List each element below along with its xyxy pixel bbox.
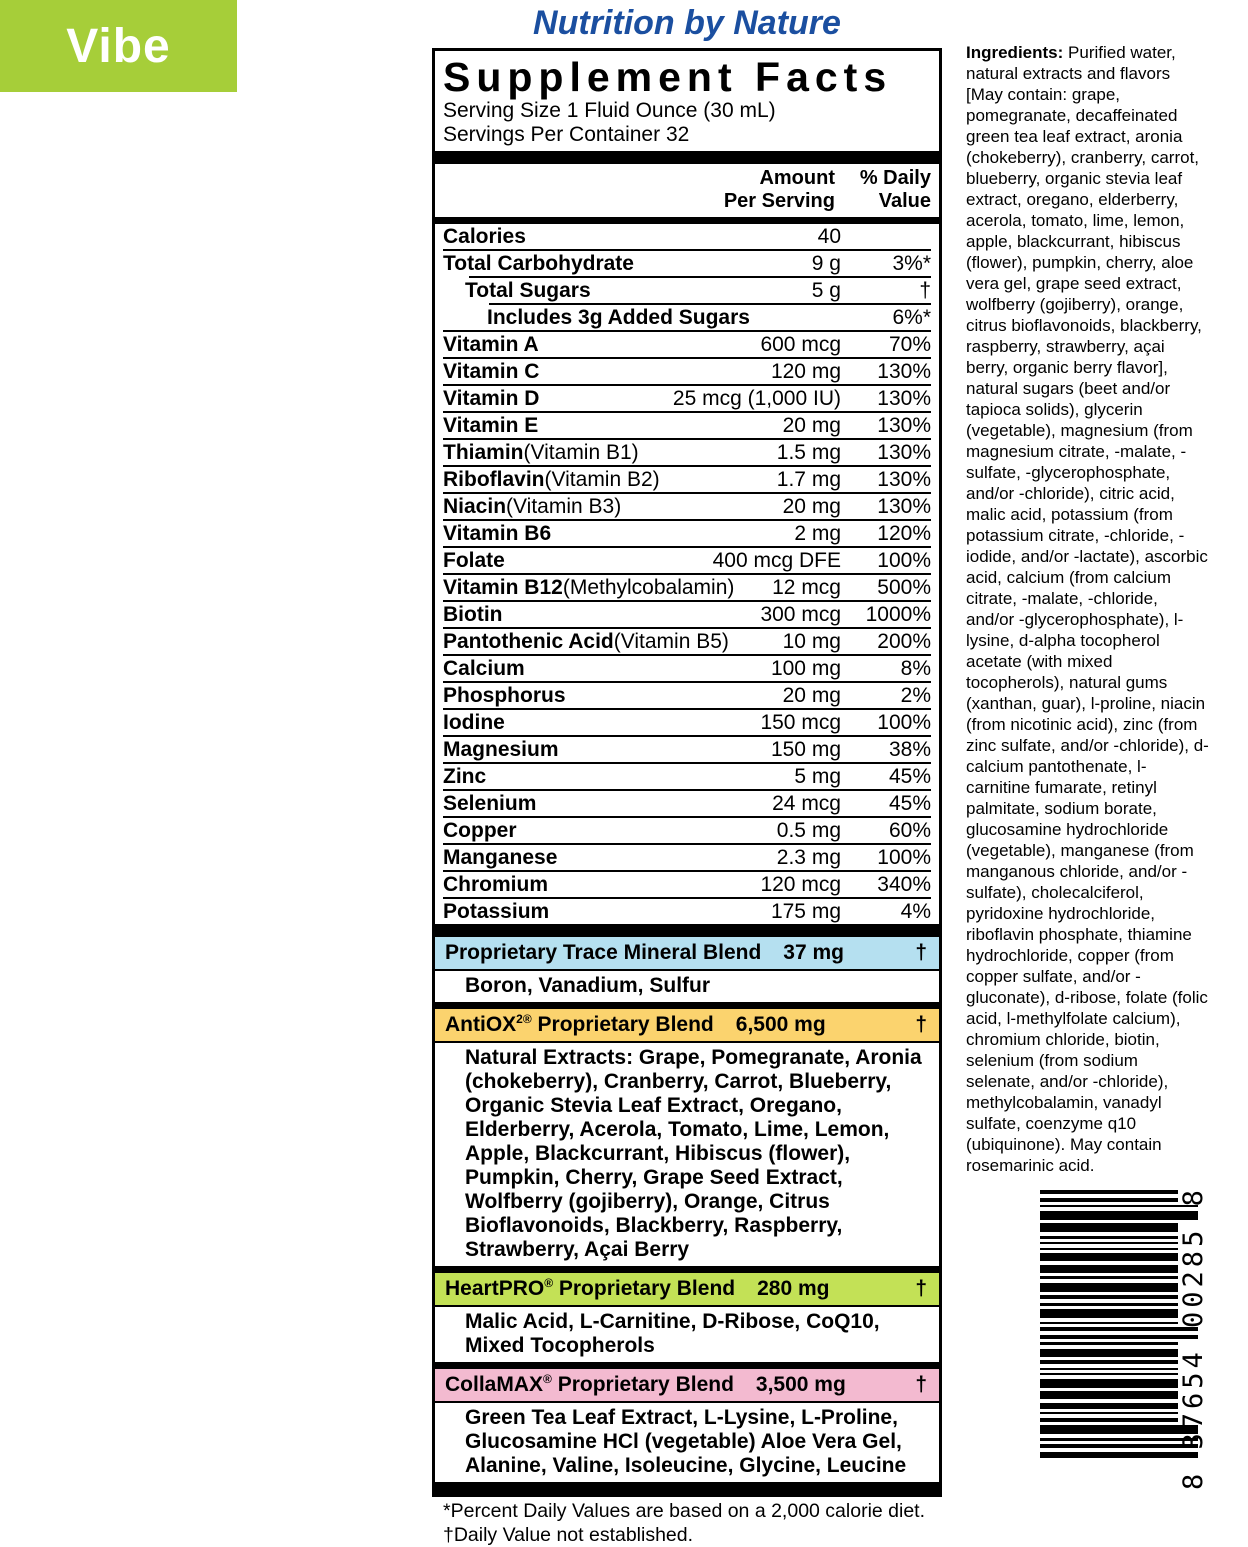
nutrient-name: Total Carbohydrate xyxy=(443,252,634,275)
nutrient-row xyxy=(443,656,931,681)
nutrient-row xyxy=(443,737,931,762)
barcode-bar xyxy=(1040,1236,1178,1239)
blend-title-superscript: 2 xyxy=(516,1012,523,1026)
nutrient-amount: 20 mg xyxy=(782,684,841,707)
nutrient-row xyxy=(443,899,931,924)
ingredients-body: Purified water, natural extracts and flavors [May contain: grape, pomegranate, decaffeinated green tea leaf extract, aronia (chokeberry), cranberry, carrot, blueberry, organic stevia leaf extract, oregano, elderberry, acerola, tomato, lime, lemon, apple, blackcurrant, hibiscus (flower), pumpkin, cherry, aloe vera gel, grape seed extract, wolfberry (gojiberry), orange, citrus bioflavonoids, blackberry, raspberry, strawberry, açai berry, organic berry flavor], natural sugars (beet and/or tapioca solids), glycerin (vegetable), magnesium (from magnesium citrate, -malate, -sulfate, -glycerophosphate, and/or -chloride), citric acid, malic acid, potassium (from potassium citrate, -chloride, -iodide, and/or -lactate), ascorbic acid, calcium (from calcium citrate, -malate, -chloride, and/or -glycerophosphate), l-lysine, d-alpha tocopherol acetate (with mixed tocopherols), natural gums (xanthan, guar), l-proline, niacin (from nicotinic acid), zinc (from zinc sulfate, and/or -chloride), d-calcium pantothenate, l-carnitine fumarate, retinyl palmitate, sodium borate, glucosamine hydrochloride (vegetable), manganese (from manganous chloride, and/or -sulfate), cholecalciferol, pyridoxine hydrochloride, riboflavin phosphate, thiamine hydrochloride, copper (from copper sulfate, and/or -gluconate), d-ribose, folate (folic acid, l-methylfolate calcium), chromium chloride, biotin, selenium (from sodium selenate, and/or -chloride), methylcobalamin, vanadyl sulfate, coenzyme q10 (ubiquinone). May contain rosemarinic acid. xyxy=(966,43,1209,1175)
blend-daily-value: † xyxy=(915,941,927,964)
column-header-dv-line1: % Daily xyxy=(859,167,931,189)
blend-description: Malic Acid, L-Carnitine, D-Ribose, CoQ10, Mixed Tocopherols xyxy=(465,1310,880,1357)
nutrient-row xyxy=(443,845,931,870)
nutrient-daily-value: 200% xyxy=(877,630,931,653)
nutrient-daily-value: 70% xyxy=(888,333,931,356)
barcode-number: 8 37654 00285 8 xyxy=(1178,1186,1209,1490)
nutrient-name: Phosphorus xyxy=(443,684,566,707)
blend-daily-value: † xyxy=(915,1373,927,1396)
nutrient-name: Pantothenic Acid xyxy=(443,630,614,653)
barcode-bar xyxy=(1040,1322,1178,1324)
nutrient-row xyxy=(443,278,931,303)
nutrient-name: Iodine xyxy=(443,711,505,734)
nutrient-amount: 40 xyxy=(817,225,841,248)
nutrient-name: Manganese xyxy=(443,846,558,869)
nutrient-amount: 175 mg xyxy=(770,900,841,923)
registered-mark: ® xyxy=(544,1276,554,1290)
nutrient-amount: 150 mg xyxy=(770,738,841,761)
barcode-bar xyxy=(1040,1391,1178,1399)
nutrient-name-suffix: (Methylcobalamin) xyxy=(562,576,735,599)
blend-title: AntiOX$^{2®}$ Proprietary Blend xyxy=(445,1012,714,1036)
blend-title: CollaMAX® Proprietary Blend xyxy=(445,1372,734,1396)
nutrient-name: Folate xyxy=(443,549,505,572)
barcode-bar xyxy=(1040,1438,1198,1441)
nutrient-row xyxy=(443,548,931,573)
nutrient-row xyxy=(443,710,931,735)
nutrient-amount: 24 mcg xyxy=(772,792,841,815)
nutrient-daily-value: 45% xyxy=(888,765,931,788)
nutrient-row xyxy=(443,764,931,789)
nutrient-amount: 20 mg xyxy=(782,495,841,518)
servings-per-container: Servings Per Container 32 xyxy=(443,123,690,146)
barcode-bar xyxy=(1040,1248,1178,1250)
nutrient-name: Vitamin B12 xyxy=(443,576,563,599)
barcode-bar xyxy=(1040,1452,1198,1458)
nutrient-amount: 12 mcg xyxy=(772,576,841,599)
nutrient-name-suffix: (Vitamin B5) xyxy=(613,630,729,653)
supplement-facts-panel xyxy=(432,48,942,1546)
nutrient-name-suffix: (Vitamin B1) xyxy=(523,441,639,464)
column-header-dv-line2: Value xyxy=(878,190,931,212)
column-headers xyxy=(443,164,931,217)
footnote-percent-dv: *Percent Daily Values are based on a 2,000 calorie diet. xyxy=(443,1500,926,1522)
blend-amount: 37 mg xyxy=(783,941,844,964)
nutrient-name: Includes 3g Added Sugars xyxy=(487,306,750,329)
blend-title: Proprietary Trace Mineral Blend xyxy=(445,941,762,964)
nutrient-amount: 5 g xyxy=(811,279,841,302)
nutrient-amount: 100 mg xyxy=(770,657,841,680)
barcode-bar xyxy=(1040,1295,1178,1299)
nutrient-row xyxy=(443,818,931,843)
nutrient-name: Potassium xyxy=(443,900,550,923)
nutrient-name-suffix: (Vitamin B3) xyxy=(506,495,622,518)
nutrient-row xyxy=(443,791,931,816)
nutrient-amount: 0.5 mg xyxy=(776,819,841,842)
blend-amount: 3,500 mg xyxy=(755,1373,846,1396)
nutrient-row xyxy=(443,413,931,438)
blend-header xyxy=(435,1009,939,1043)
nutrient-name: Zinc xyxy=(443,765,487,788)
barcode-bar xyxy=(1040,1223,1178,1232)
blend-daily-value: † xyxy=(915,1013,927,1036)
nutrient-name: Vitamin D xyxy=(443,387,540,410)
barcode-bar xyxy=(1040,1425,1198,1434)
nutrient-name-suffix: (Vitamin B2) xyxy=(544,468,660,491)
blend-header xyxy=(435,1273,939,1307)
nutrient-daily-value: 100% xyxy=(877,549,931,572)
nutrient-amount: 1.7 mg xyxy=(776,468,841,491)
divider-thick xyxy=(435,924,939,937)
ingredients-panel xyxy=(966,42,1210,1176)
nutrient-daily-value: 130% xyxy=(877,414,931,437)
nutrient-daily-value: 8% xyxy=(900,657,931,680)
nutrient-row xyxy=(443,494,931,519)
serving-size: Serving Size 1 Fluid Ounce (30 mL) xyxy=(443,99,776,122)
panel-title: Supplement Facts xyxy=(443,54,893,100)
barcode-bar xyxy=(1040,1379,1178,1388)
divider xyxy=(435,1266,939,1273)
barcode-bar xyxy=(1040,1265,1178,1273)
brand-logo xyxy=(0,0,237,92)
footnote-dagger: †Daily Value not established. xyxy=(443,1524,694,1546)
nutrient-name: Total Sugars xyxy=(465,279,591,302)
barcode-bar xyxy=(1040,1283,1178,1292)
barcode-bar xyxy=(1040,1198,1178,1202)
barcode-bar xyxy=(1040,1309,1178,1318)
nutrient-amount: 10 mg xyxy=(782,630,841,653)
nutrient-amount: 9 g xyxy=(811,252,841,275)
nutrient-daily-value: 4% xyxy=(900,900,931,923)
ingredients-text xyxy=(966,42,1210,1176)
nutrient-row xyxy=(443,359,931,384)
divider xyxy=(435,1482,939,1495)
nutrient-row xyxy=(443,440,931,465)
blend-description: Boron, Vanadium, Sulfur xyxy=(465,974,711,997)
column-header-dv xyxy=(835,167,931,213)
blend-header xyxy=(435,1369,939,1403)
nutrient-row xyxy=(443,251,931,276)
barcode-bar xyxy=(1040,1242,1178,1244)
blend-daily-value: † xyxy=(915,1277,927,1300)
barcode-bar xyxy=(1040,1190,1178,1194)
nutrient-row xyxy=(443,305,931,330)
nutrient-row xyxy=(443,683,931,708)
barcode-bar xyxy=(1040,1253,1178,1261)
barcode-bar xyxy=(1040,1349,1178,1357)
nutrient-amount: 120 mcg xyxy=(760,873,841,896)
nutrient-row xyxy=(443,386,931,411)
nutrient-name: Selenium xyxy=(443,792,537,815)
nutrient-amount: 600 mcg xyxy=(760,333,841,356)
blend-amount: 6,500 mg xyxy=(735,1013,826,1036)
nutrient-amount: 5 mg xyxy=(794,765,841,788)
nutrient-daily-value: 2% xyxy=(900,684,931,707)
nutrient-name: Niacin xyxy=(443,495,507,518)
nutrient-daily-value: 340% xyxy=(877,873,931,896)
nutrient-row xyxy=(443,872,931,897)
nutrient-daily-value: 6%* xyxy=(892,306,931,329)
nutrient-name: Calories xyxy=(443,225,526,248)
barcode-bar xyxy=(1040,1327,1198,1331)
nutrient-daily-value: 100% xyxy=(877,711,931,734)
nutrient-name: Vitamin A xyxy=(443,333,539,356)
nutrient-name: Magnesium xyxy=(443,738,559,761)
blend-amount: 280 mg xyxy=(757,1277,830,1300)
nutrient-daily-value: 500% xyxy=(877,576,931,599)
brand-logo-text: Vibe xyxy=(66,19,171,73)
column-header-amount xyxy=(724,167,835,213)
nutrient-row xyxy=(443,629,931,654)
nutrient-name: Chromium xyxy=(443,873,548,896)
barcode-bar xyxy=(1040,1368,1178,1370)
nutrient-daily-value: 45% xyxy=(888,792,931,815)
nutrient-amount: 20 mg xyxy=(782,414,841,437)
barcode-bar xyxy=(1040,1276,1178,1279)
nutrient-amount: 2 mg xyxy=(794,522,841,545)
footnotes xyxy=(443,1495,931,1547)
nutrient-amount: 300 mcg xyxy=(760,603,841,626)
nutrient-amount: 1.5 mg xyxy=(776,441,841,464)
nutrient-daily-value: † xyxy=(919,279,931,302)
ingredients-label: Ingredients: xyxy=(966,43,1064,62)
nutrient-daily-value: 130% xyxy=(877,387,931,410)
nutrient-row xyxy=(443,521,931,546)
barcode-bar xyxy=(1040,1373,1178,1375)
nutrient-name: Copper xyxy=(443,819,517,842)
divider-thick xyxy=(435,151,939,164)
column-header-amount-line1: Amount xyxy=(759,167,835,189)
nutrient-name: Vitamin B6 xyxy=(443,522,552,545)
barcode-bar xyxy=(1040,1335,1198,1339)
barcode-bar xyxy=(1040,1412,1178,1414)
nutrient-daily-value: 130% xyxy=(877,360,931,383)
divider xyxy=(435,1362,939,1369)
divider xyxy=(435,1002,939,1009)
nutrient-daily-value: 130% xyxy=(877,441,931,464)
barcode-bar xyxy=(1040,1418,1178,1422)
nutrient-daily-value: 130% xyxy=(877,495,931,518)
barcode-bar xyxy=(1040,1444,1198,1448)
nutrient-row xyxy=(443,575,931,600)
nutrient-name: Riboflavin xyxy=(443,468,545,491)
nutrient-name: Vitamin C xyxy=(443,360,540,383)
barcode-bar xyxy=(1040,1360,1178,1364)
divider-medium xyxy=(435,217,939,224)
registered-mark: ® xyxy=(543,1372,552,1386)
barcode-bar xyxy=(1040,1303,1178,1306)
nutrient-daily-value: 3%* xyxy=(892,252,931,275)
brand-tagline: Nutrition by Nature xyxy=(533,4,841,42)
nutrient-amount: 2.3 mg xyxy=(776,846,841,869)
nutrient-row xyxy=(443,467,931,492)
blend-header xyxy=(435,937,939,971)
nutrient-daily-value: 38% xyxy=(888,738,931,761)
blend-description: Natural Extracts: Grape, Pomegranate, Aronia (chokeberry), Cranberry, Carrot, Blueberry, Organic Stevia Leaf Extract, Oregano, Elderberry, Acerola, Tomato, Lime, Lemon, Apple, Blackcurrant, Hibiscus (flower), Pumpkin, Cherry, Grape Seed Extract, Wolfberry (gojiberry), Orange, Citrus Bioflavonoids, Blackberry, Raspberry, Strawberry, Açai Berry xyxy=(465,1046,922,1261)
nutrient-amount: 120 mg xyxy=(770,360,841,383)
nutrient-name: Thiamin xyxy=(443,441,524,464)
nutrient-daily-value: 130% xyxy=(877,468,931,491)
nutrient-row xyxy=(443,332,931,357)
nutrient-daily-value: 100% xyxy=(877,846,931,869)
nutrient-amount: 25 mcg (1,000 IU) xyxy=(672,387,841,410)
nutrient-daily-value: 60% xyxy=(888,819,931,842)
column-header-amount-line2: Per Serving xyxy=(723,190,835,212)
nutrient-name: Biotin xyxy=(443,603,503,626)
barcode-bar xyxy=(1040,1342,1178,1345)
nutrient-daily-value: 120% xyxy=(877,522,931,545)
nutrient-table xyxy=(443,224,931,924)
nutrient-amount: 400 mcg DFE xyxy=(712,549,841,572)
blend-description: Green Tea Leaf Extract, L-Lysine, L-Proline, Glucosamine HCl (vegetable) Aloe Vera Gel, Alanine, Valine, Isoleucine, Glycine, Leucine xyxy=(465,1406,907,1477)
nutrient-name: Calcium xyxy=(443,657,525,680)
barcode-bar xyxy=(1040,1205,1198,1207)
nutrient-row xyxy=(443,602,931,627)
registered-mark: ® xyxy=(522,1012,532,1026)
nutrient-row xyxy=(443,224,931,249)
nutrient-name: Vitamin E xyxy=(443,414,539,437)
nutrient-amount: 150 mcg xyxy=(760,711,841,734)
barcode-bar xyxy=(1040,1403,1178,1409)
nutrient-daily-value: 1000% xyxy=(865,603,931,626)
blend-sections xyxy=(443,937,931,1495)
barcode-bar xyxy=(1040,1211,1198,1220)
blend-title: HeartPRO® Proprietary Blend xyxy=(445,1276,736,1300)
